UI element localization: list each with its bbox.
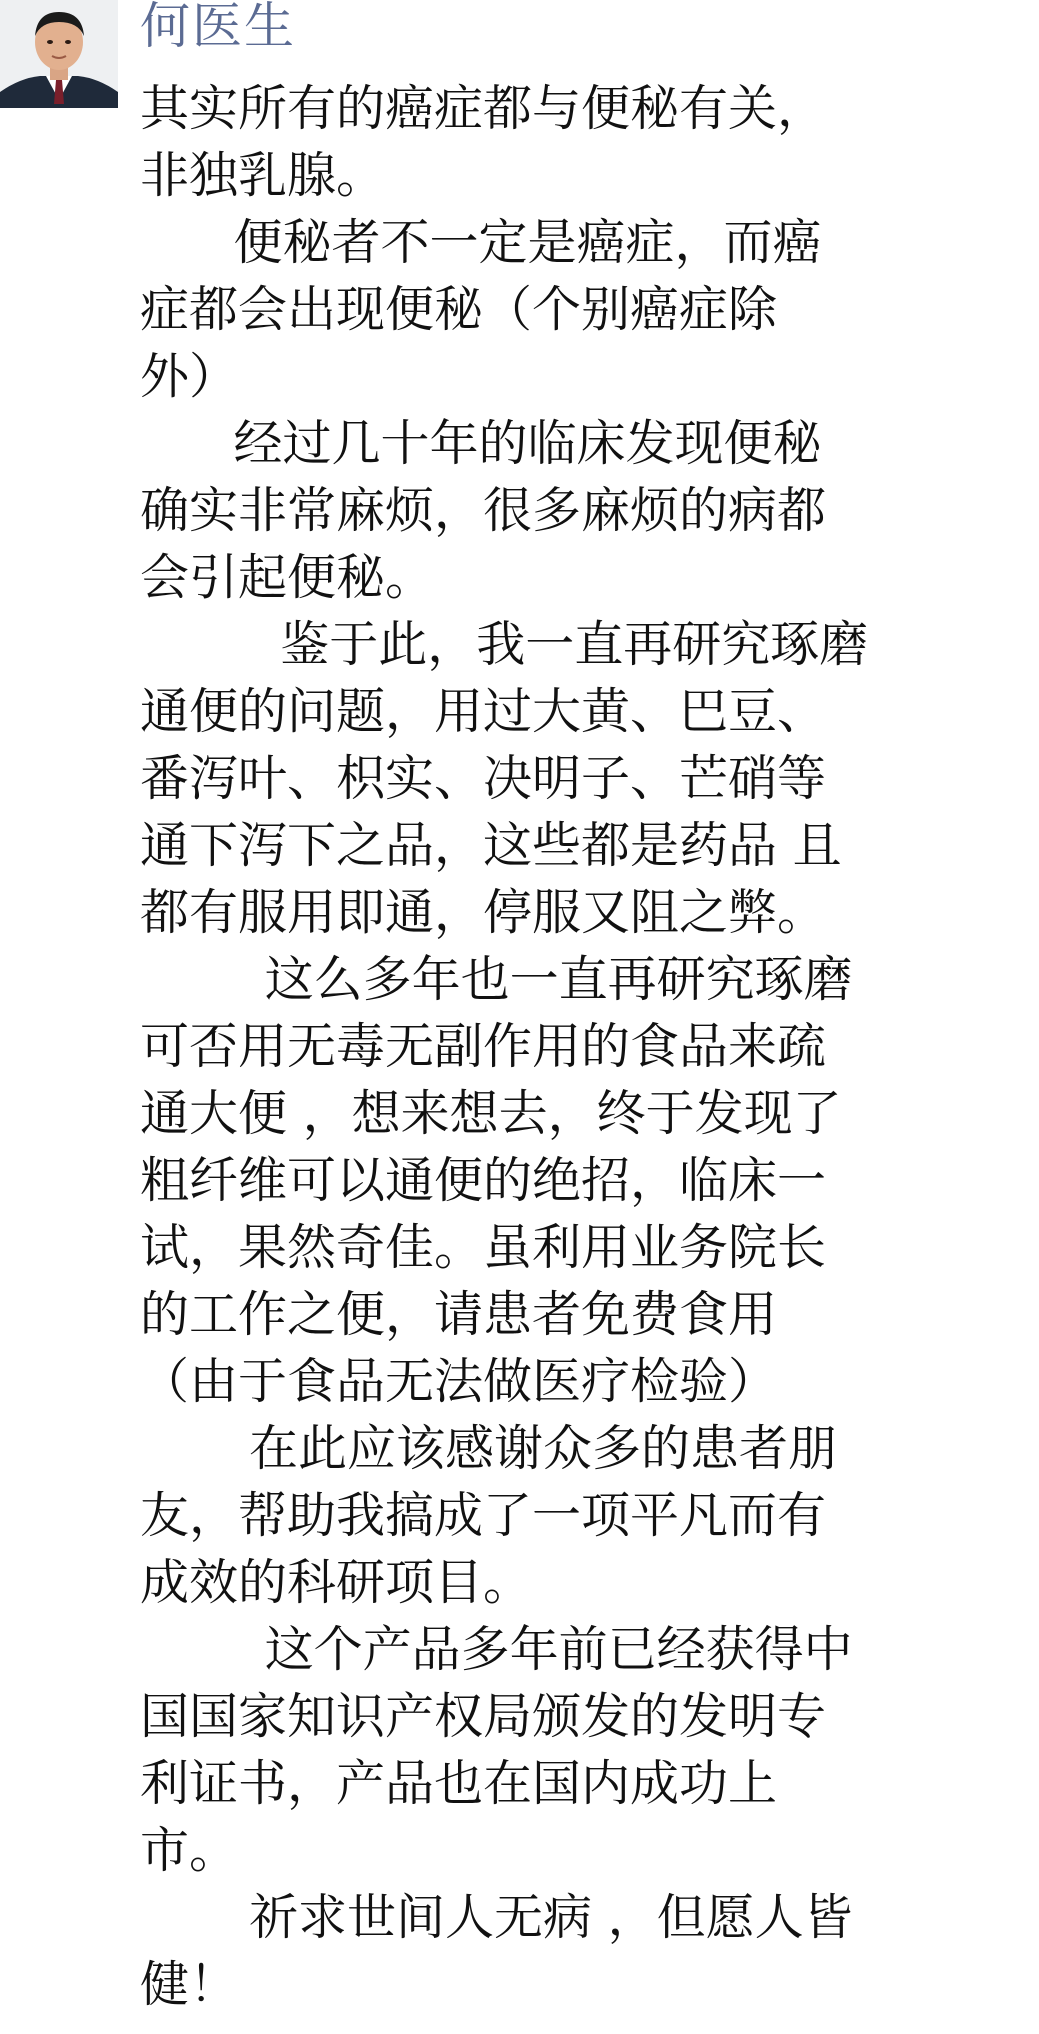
- avatar[interactable]: [0, 0, 118, 108]
- paragraph: 祈求世间人无病 ，但愿人皆 健！: [140, 1889, 853, 2013]
- paragraph: 这个产品多年前已经获得中 国国家知识产权局颁发的发明专 利证书，产品也在国内成功上 市。: [140, 1621, 853, 1879]
- paragraph: 鉴于此，我一直再研究琢磨 通便的问题，用过大黄、巴豆、 番泻叶、枳实、决明子、芒硝等 通下泻下之品，这些都是药品 且 都有服用即通，停服又阻之弊。: [140, 616, 869, 941]
- paragraph: 经过几十年的临床发现便秘 确实非常麻烦，很多麻烦的病都 会引起便秘。: [140, 415, 827, 606]
- paragraph: 在此应该感谢众多的患者朋 友，帮助我搞成了一项平凡而有 成效的科研项目。: [140, 1420, 838, 1611]
- user-avatar-icon: [0, 0, 118, 108]
- paragraph: 其实所有的癌症都与便秘有关， 非独乳腺。: [140, 80, 827, 204]
- message-body: [140, 75, 1020, 2018]
- author-name[interactable]: 何医生: [140, 0, 296, 55]
- paragraph: 便秘者不一定是癌症，而癌 症都会出现便秘（个别癌症除 外）: [140, 214, 822, 405]
- paragraph: 这么多年也一直再研究琢磨 可否用无毒无副作用的食品来疏 通大便 ，想来想去，终于发现了 粗纤维可以通便的绝招，临床一 试，果然奇佳。虽利用业务院长 的工作之便，请患者免费食用 （由于食品无法做医疗检验）: [140, 951, 853, 1410]
